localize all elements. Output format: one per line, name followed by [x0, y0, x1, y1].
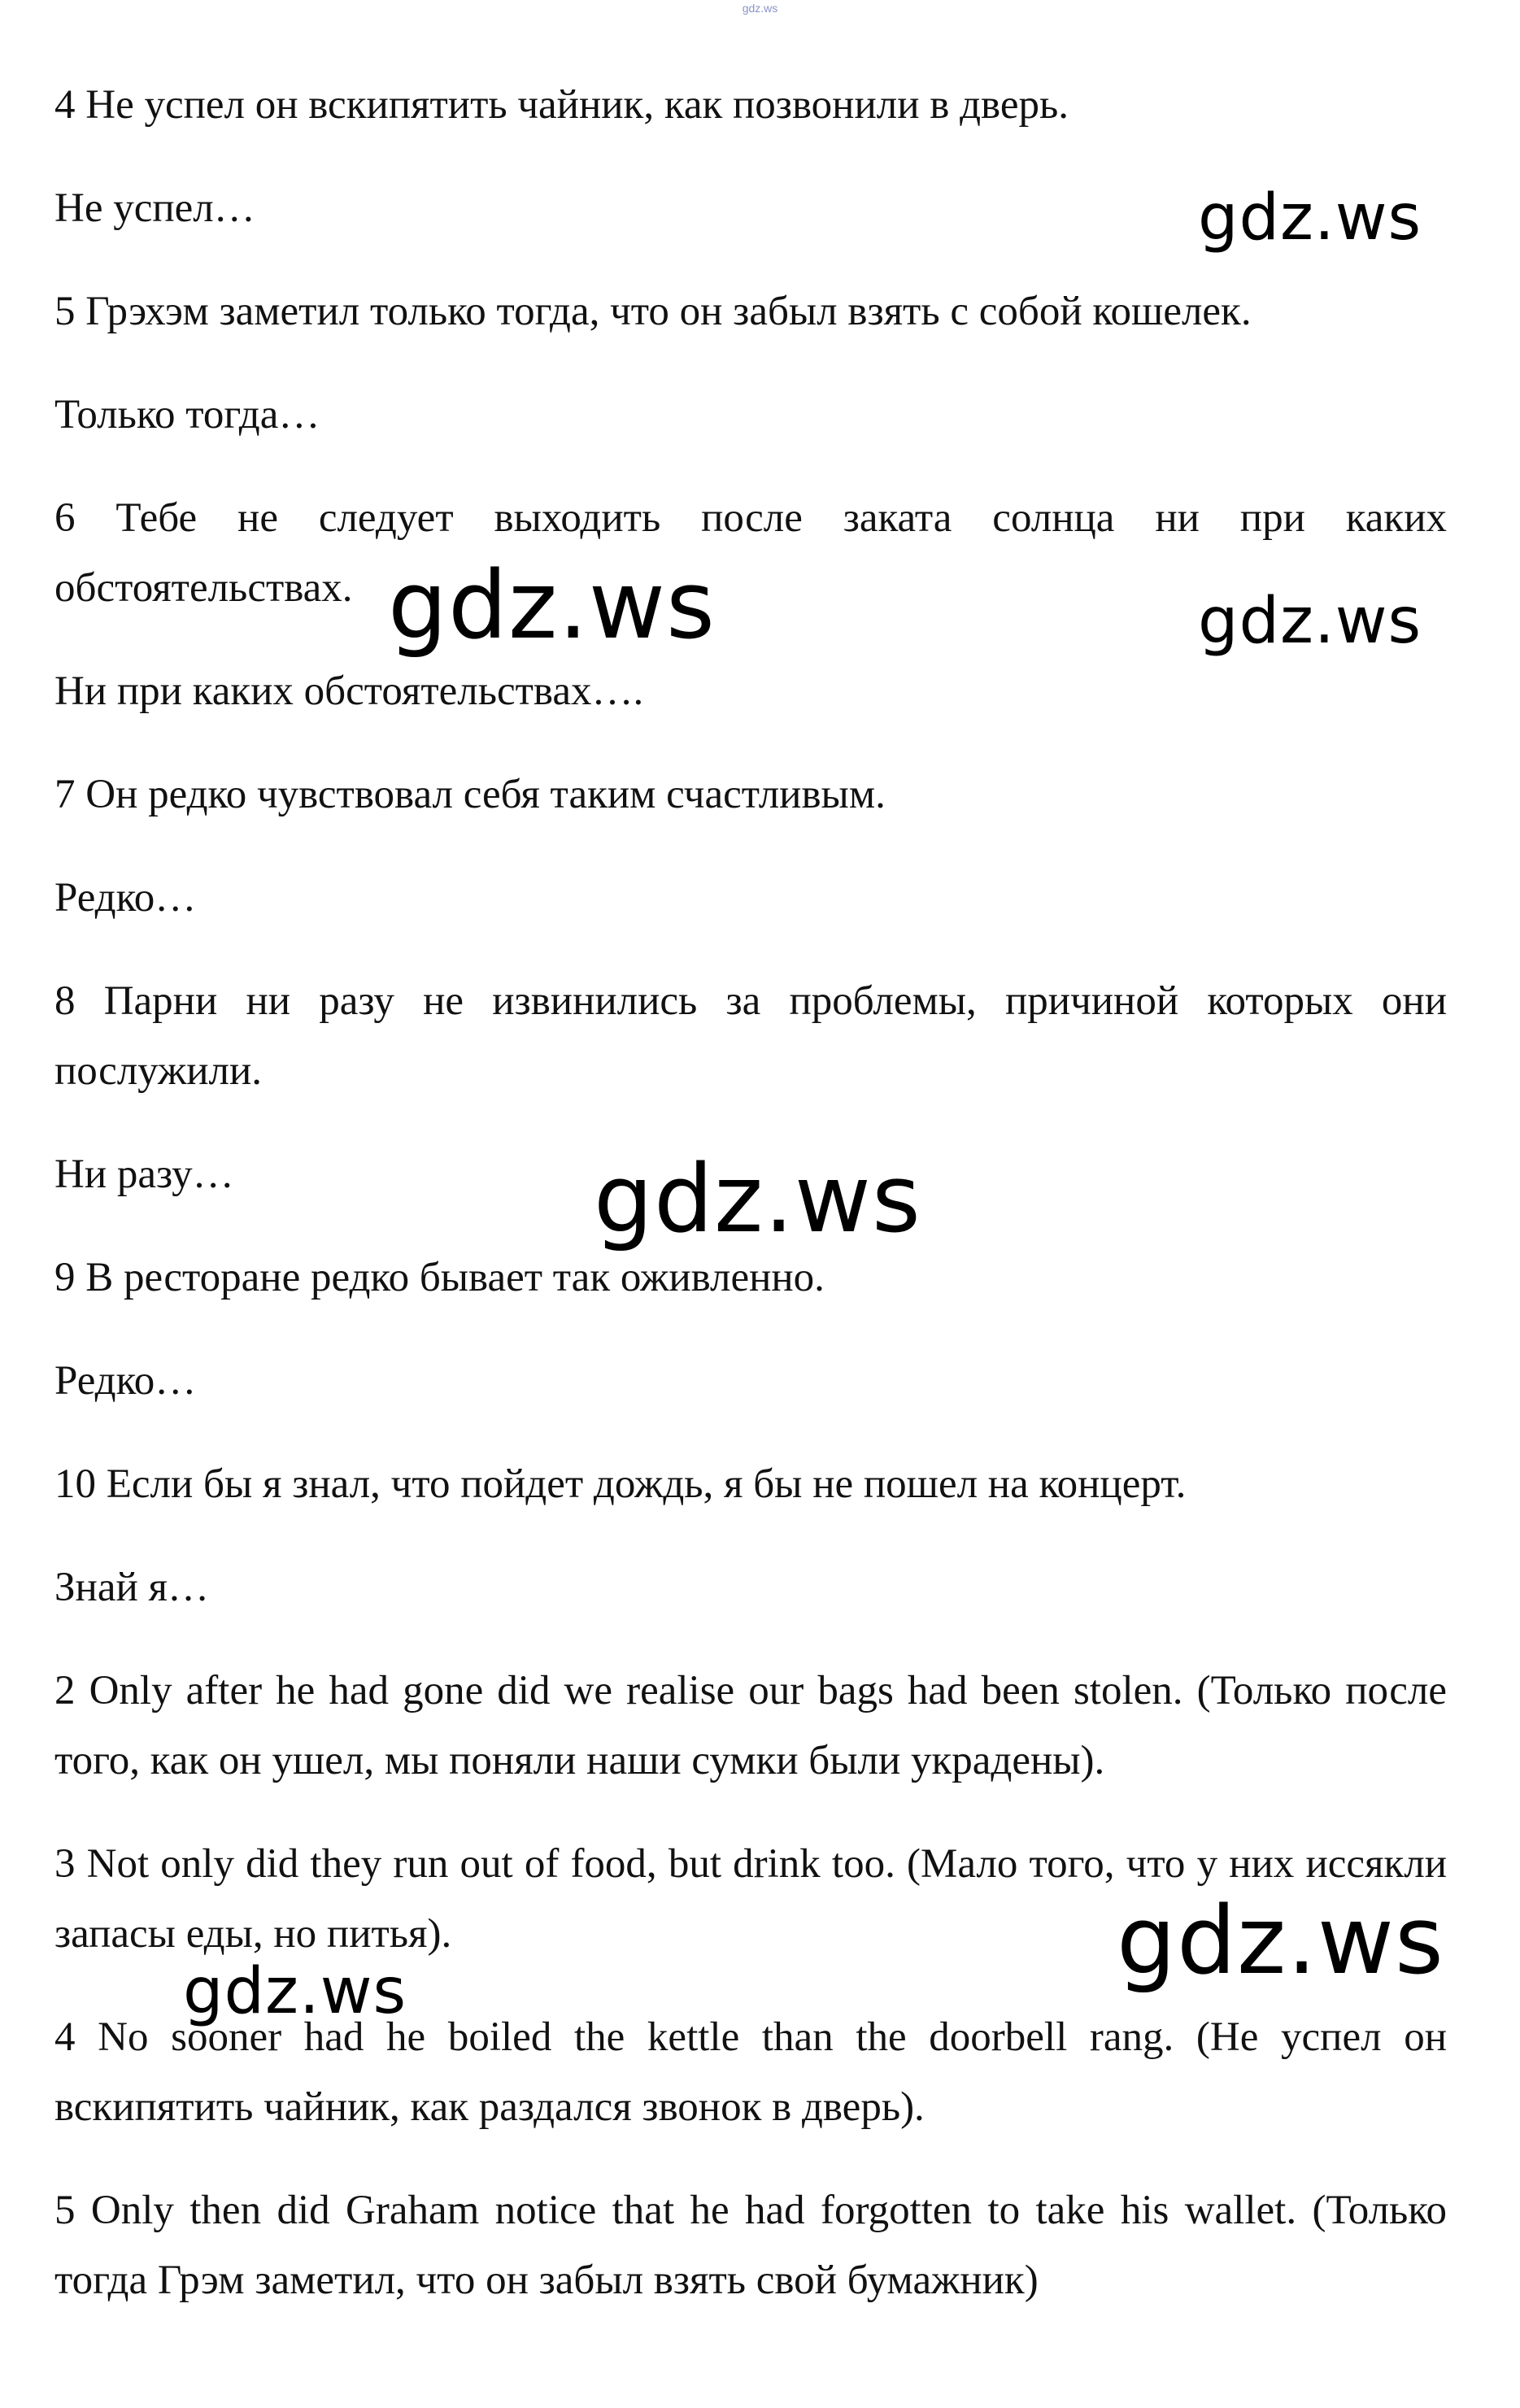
paragraph: Только тогда…: [54, 392, 320, 438]
top-watermark: gdz.ws: [742, 2, 778, 15]
paragraph: 4 Не успел он вскипятить чайник, как позвонили в дверь.: [54, 82, 1069, 128]
paragraph: Не успел…: [54, 185, 255, 231]
paragraph: 3 Not only did they run out of food, but drink too. (Мало того, что у них иссякли запасы еды, но питья).: [54, 1841, 1447, 1957]
paragraph: 5 Only then did Graham notice that he had forgotten to take his wallet. (Только тогда Грэм заметил, что он забыл взять свой бумажник): [54, 2188, 1447, 2303]
watermark: gdz.ws: [594, 1145, 921, 1254]
paragraph: 6 Тебе не следует выходить после заката солнца ни при каких обстоятельствах.: [54, 495, 1447, 611]
paragraph: 8 Парни ни разу не извинились за проблемы, причиной которых они послужили.: [54, 978, 1447, 1094]
paragraph: 7 Он редко чувствовал себя таким счастливым.: [54, 772, 886, 817]
paragraph: Ни разу…: [54, 1152, 234, 1197]
paragraph: Ни при каких обстоятельствах….: [54, 668, 644, 714]
paragraph: 9 В ресторане редко бывает так оживленно.: [54, 1255, 825, 1300]
watermark: gdz.ws: [1198, 585, 1422, 658]
paragraph: Редко…: [54, 875, 197, 921]
watermark: gdz.ws: [183, 1955, 407, 2028]
paragraph: 2 Only after he had gone did we realise our bags had been stolen. (Только после того, как он ушел, мы поняли наши сумки были украдены).: [54, 1668, 1447, 1783]
paragraph: Редко…: [54, 1358, 197, 1404]
paragraph: Знай я…: [54, 1565, 209, 1610]
watermark: gdz.ws: [388, 551, 716, 660]
paragraph: 5 Грэхэм заметил только тогда, что он забыл взять с собой кошелек.: [54, 289, 1252, 334]
watermark: gdz.ws: [1198, 181, 1422, 255]
paragraph: 4 No sooner had he boiled the kettle than the doorbell rang. (Не успел он вскипятить чайник, как раздался звонок в дверь).: [54, 2014, 1447, 2130]
paragraph: 10 Если бы я знал, что пойдет дождь, я бы не пошел на концерт.: [54, 1461, 1187, 1507]
watermark: gdz.ws: [1117, 1887, 1444, 1996]
